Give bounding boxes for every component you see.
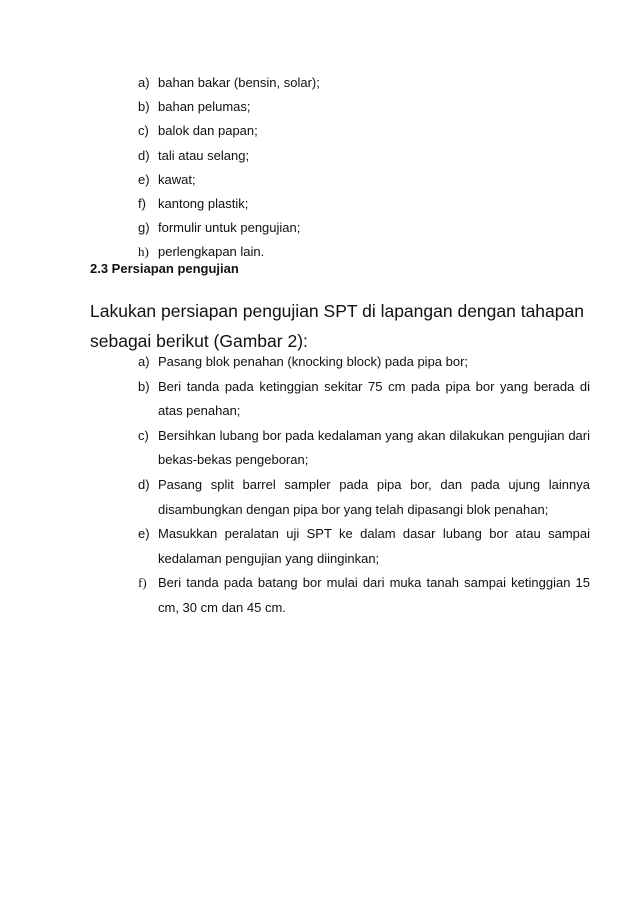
list-item (138, 522, 590, 571)
list-marker: d) (138, 476, 150, 492)
list-marker: b) (138, 99, 150, 115)
list-item (138, 192, 558, 216)
list-item (138, 424, 590, 473)
list-item (138, 95, 558, 119)
list-marker: h) (138, 244, 149, 260)
list-item-text: Beri tanda pada ketinggian sekitar 75 cm pada pipa bor yang berada di atas penahan; (158, 378, 590, 419)
list-item (138, 144, 558, 168)
list-marker: f) (138, 575, 147, 591)
list-marker: c) (138, 123, 149, 139)
list-marker: g) (138, 220, 150, 236)
list-item-text: Beri tanda pada batang bor mulai dari muka tanah sampai ketinggian 15 cm, 30 cm dan 45 cm. (158, 575, 590, 615)
list-marker: f) (138, 195, 146, 211)
materials-list (138, 71, 558, 265)
section-heading: 2.3 Persiapan pengujian (90, 261, 239, 276)
list-item-text: Masukkan peralatan uji SPT ke dalam dasar lubang bor atau sampai kedalaman pengujian yang diinginkan; (158, 526, 590, 566)
list-marker: a) (138, 75, 150, 90)
list-item-text: bahan pelumas; (158, 99, 251, 115)
list-item-text: formulir untuk pengujian; (158, 220, 301, 236)
list-item-text: balok dan papan; (158, 123, 258, 139)
list-item-text: perlengkapan lain. (158, 244, 265, 260)
list-marker: e) (138, 171, 150, 187)
list-item-text: kantong plastik; (158, 195, 249, 211)
list-item-text: tali atau selang; (158, 147, 250, 163)
list-marker: c) (138, 427, 149, 443)
list-item-text: bahan bakar (bensin, solar); (158, 75, 320, 90)
list-item (138, 168, 558, 192)
list-item (138, 571, 590, 620)
list-marker: e) (138, 526, 150, 542)
list-item-text: kawat; (158, 171, 196, 187)
list-item (138, 350, 590, 375)
list-item-text: Bersihkan lubang bor pada kedalaman yang akan dilakukan pengujian dari bekas-bekas pengeboran; (158, 427, 590, 468)
list-item-text: Pasang split barrel sampler pada pipa bor, dan pada ujung lainnya disambungkan dengan pipa bor yang telah dipasangi blok penahan; (158, 476, 590, 517)
list-item (138, 216, 558, 240)
list-marker: a) (138, 354, 150, 369)
list-marker: b) (138, 378, 150, 394)
list-item (138, 71, 558, 95)
list-item (138, 473, 590, 522)
section-intro: Lakukan persiapan pengujian SPT di lapangan dengan tahapan sebagai berikut (Gambar 2): (90, 301, 584, 351)
list-item (138, 119, 558, 143)
preparation-steps-list (138, 350, 590, 621)
list-item-text: Pasang blok penahan (knocking block) pada pipa bor; (158, 354, 469, 369)
list-item (138, 375, 590, 424)
list-marker: d) (138, 147, 150, 163)
